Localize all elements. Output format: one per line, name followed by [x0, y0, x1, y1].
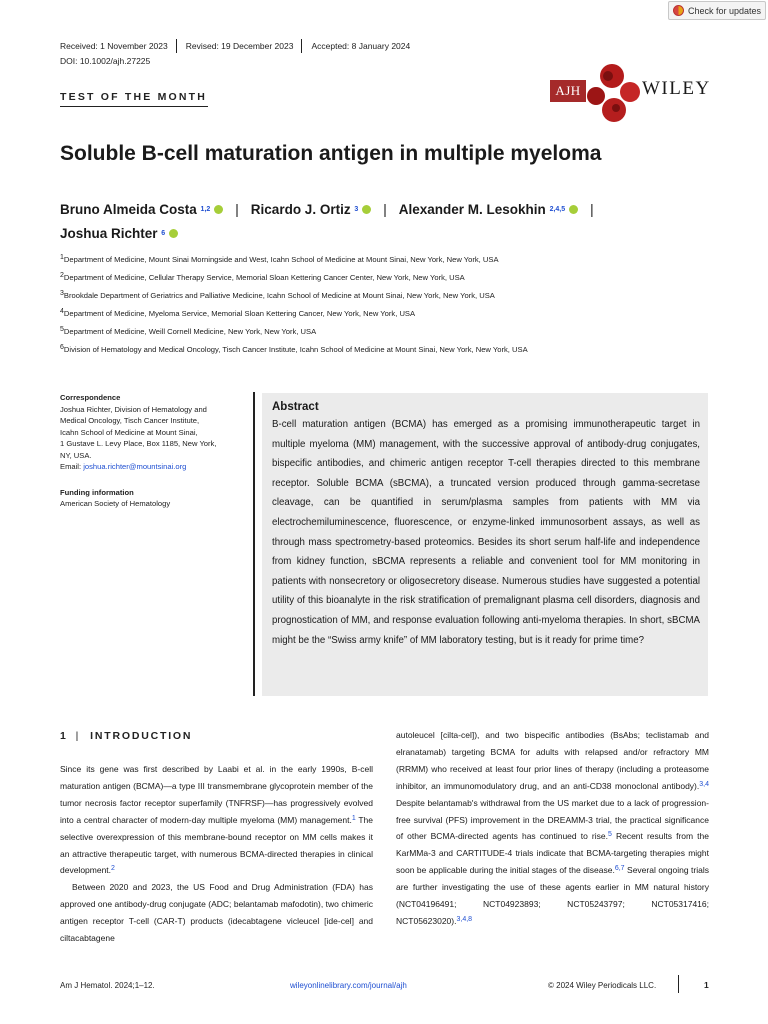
page-number: 1 [704, 980, 709, 990]
author-affiliation-sup[interactable]: 1,2 [200, 206, 211, 213]
divider: | [590, 202, 594, 217]
affiliation-item: $^6$Division of Hematology and Medical Oncology, Tisch Cancer Institute, Icahn School of Medicine at Mount Sinai, New York, New York, USA [60, 344, 528, 354]
abstract-text: B-cell maturation antigen (BCMA) has emerged as a promising immunotherapeutic target in multiple myeloma (MM) management, with the successive approval of antibody-drug conjugates, bispecific antibodies, and chimeric antigen receptor T-cell therapies directed to this membrane receptor. Soluble BCMA (sBCMA), a truncated version produced through gamma-secretase cleavage, can be quantified in serum/plasma samples from patients with MM via electrochemiluminescence, fluorescence, or enzyme-linked immunosorbent assays, as well as through mass spectrometry-based proteomics. Besides its short serum half-life and independence from kidney function, sBCMA represents a reliable and convenient tool for MM monitoring in patients with nonsecretory or oligosecretory disease. Numerous studies have suggested a potential utility of this bioanalyte in the risk stratification of premalignant plasma cell disorders, diagnosis and prognostication of MM, and response evaluation following anti-myeloma therapies. In short, sBCMA might be the “Swiss army knife” of MM laboratory testing, but is it ready for prime time? [272, 419, 700, 646]
correspondence-line: NY, USA. [60, 450, 92, 460]
affiliation-item: $^4$Department of Medicine, Myeloma Service, Memorial Sloan Kettering Cancer, New York, New York, USA [60, 308, 416, 318]
citation-link[interactable]: 6,7 [614, 865, 625, 873]
article-title: Soluble B-cell maturation antigen in multiple myeloma [60, 142, 602, 165]
correspondence-email-line: Email: joshua.richter@mountsinai.org [60, 462, 187, 471]
author-name[interactable]: Ricardo J. Ortiz [250, 202, 351, 217]
publisher-logo: WILEY [642, 78, 711, 99]
correspondence-block [60, 392, 250, 510]
affiliations [60, 255, 740, 363]
funding-heading: Funding information [60, 487, 134, 497]
citation-link[interactable]: 2 [111, 865, 115, 873]
paragraph: Between 2020 and 2023, the US Food and Drug Administration (FDA) has approved one antibody-drug conjugate (ADC; belantamab mafodotin), two chimeric antigen receptor T-cell (CAR-T) products (idecabtagene vicleucel [ide-cel] and ciltacabtagene [60, 882, 373, 944]
check-for-updates-label: Check for updates [688, 5, 762, 16]
orcid-icon[interactable] [214, 205, 223, 214]
citation-link[interactable]: 5 [607, 831, 612, 839]
abstract-rule [253, 392, 255, 696]
divider [176, 39, 177, 53]
orcid-icon[interactable] [362, 205, 371, 214]
citation-link[interactable]: 3,4 [699, 780, 709, 788]
doi[interactable]: DOI: 10.1002/ajh.27225 [60, 56, 151, 66]
footer-journal-link[interactable]: wileyonlinelibrary.com/journal/ajh [290, 981, 407, 990]
author-list [60, 198, 720, 246]
section-heading: 1 | INTRODUCTION [60, 730, 193, 742]
abstract-heading: Abstract [272, 401, 319, 413]
author-name[interactable]: Bruno Almeida Costa [60, 202, 197, 217]
orcid-icon[interactable] [169, 229, 178, 238]
body-column-right [396, 727, 709, 930]
affiliation-item: $^5$Department of Medicine, Weill Cornell Medicine, New York, New York, USA [60, 326, 317, 336]
correspondence-heading: Correspondence [60, 393, 121, 402]
section-tag: TEST OF THE MONTH [60, 91, 208, 103]
paragraph: autoleucel [cilta-cel]), and two bispecific antibodies (BsAbs; teclistamab and elranatamab) targeting BCMA for adults with relapsed and/or refractory MM (RRMM) who received at least four prior lines of therapy (including a proteasome inhibitor, an immunomodulatory drug, and an anti-CD38 monoclonal antibody).$^{3,4}$ Despite belantamab's withdrawal from the US market due to a lack of progression-free survival (PFS) improvement in the DREAMM-3 trial, the practical significance of other BCMA-directed agents has continued to rise.$^5$ Recent results from the KarMMa-3 and CARTITUDE-4 trials indicate that BCMA-targeting therapies might soon be applicable during the initial stages of the disease.$^{6,7}$ Several ongoing trials are further investigating the use of these agents earlier in MM natural history (NCT04196491; NCT04923893; NCT05243797; NCT05317416; NCT05623020).$^{3,4,8}$ [396, 730, 709, 926]
footer-journal: Am J Hematol. 2024;1–12. [60, 981, 155, 990]
divider [301, 39, 302, 53]
funding-text: American Society of Hematology [60, 499, 171, 508]
divider: | [235, 202, 239, 217]
affiliation-item: $^1$Department of Medicine, Mount Sinai Morningside and West, Icahn School of Medicine at Mount Sinai, New York, New York, USA [60, 254, 499, 264]
correspondence-line: Medical Oncology, Tisch Cancer Institute, [60, 416, 200, 425]
accepted-date: Accepted: 8 January 2024 [311, 41, 411, 51]
correspondence-line: 1 Gustave L. Levy Place, Box 1185, New York, [60, 439, 217, 448]
citation-link[interactable]: 1 [351, 814, 356, 822]
check-for-updates-button[interactable] [668, 1, 766, 20]
body-column-left [60, 761, 373, 947]
author-affiliation-sup[interactable]: 6 [161, 230, 166, 237]
divider [60, 106, 208, 107]
citation-link[interactable]: 3,4,8 [456, 915, 473, 923]
divider: | [383, 202, 387, 217]
journal-logo: AJH [550, 80, 586, 102]
orcid-icon[interactable] [569, 205, 578, 214]
article-dates [60, 39, 410, 53]
email-link[interactable]: joshua.richter@mountsinai.org [83, 462, 187, 471]
paragraph: Since its gene was first described by Laabi et al. in the early 1990s, B-cell maturation antigen (BCMA)—a type III transmembrane glycoprotein member of the tumor necrosis factor receptor superfamily (TNFRSF)—has progressively evolved into a central character of modern-day multiple myeloma (MM) management.$^1$ The selective overexpression of this membrane-bound receptor on MM cells makes it an attractive therapeutic target, with numerous BCMA-directed therapies in clinical development.$^2$ [60, 764, 373, 876]
affiliation-item: $^3$Brookdale Department of Geriatrics and Palliative Medicine, Icahn School of Medicine at Mount Sinai, New York, New York, USA [60, 290, 495, 300]
author-name[interactable]: Alexander M. Lesokhin [398, 202, 546, 217]
revised-date: Revised: 19 December 2023 [185, 41, 294, 51]
author-affiliation-sup[interactable]: 3 [354, 206, 359, 213]
abstract-box [262, 393, 708, 696]
blood-cells-logo-icon [586, 62, 642, 124]
affiliation-item: $^2$Department of Medicine, Cellular Therapy Service, Memorial Sloan Kettering Cancer Center, New York, New York, USA [60, 272, 465, 282]
footer-copyright: © 2024 Wiley Periodicals LLC. [548, 981, 657, 990]
correspondence-line: Icahn School of Medicine at Mount Sinai, [60, 427, 198, 437]
divider [678, 975, 679, 993]
author-name[interactable]: Joshua Richter [60, 226, 158, 241]
crossmark-icon [673, 5, 684, 16]
correspondence-line: Joshua Richter, Division of Hematology and [60, 404, 207, 414]
received-date: Received: 1 November 2023 [60, 41, 168, 51]
author-affiliation-sup[interactable]: 2,4,5 [549, 206, 566, 213]
